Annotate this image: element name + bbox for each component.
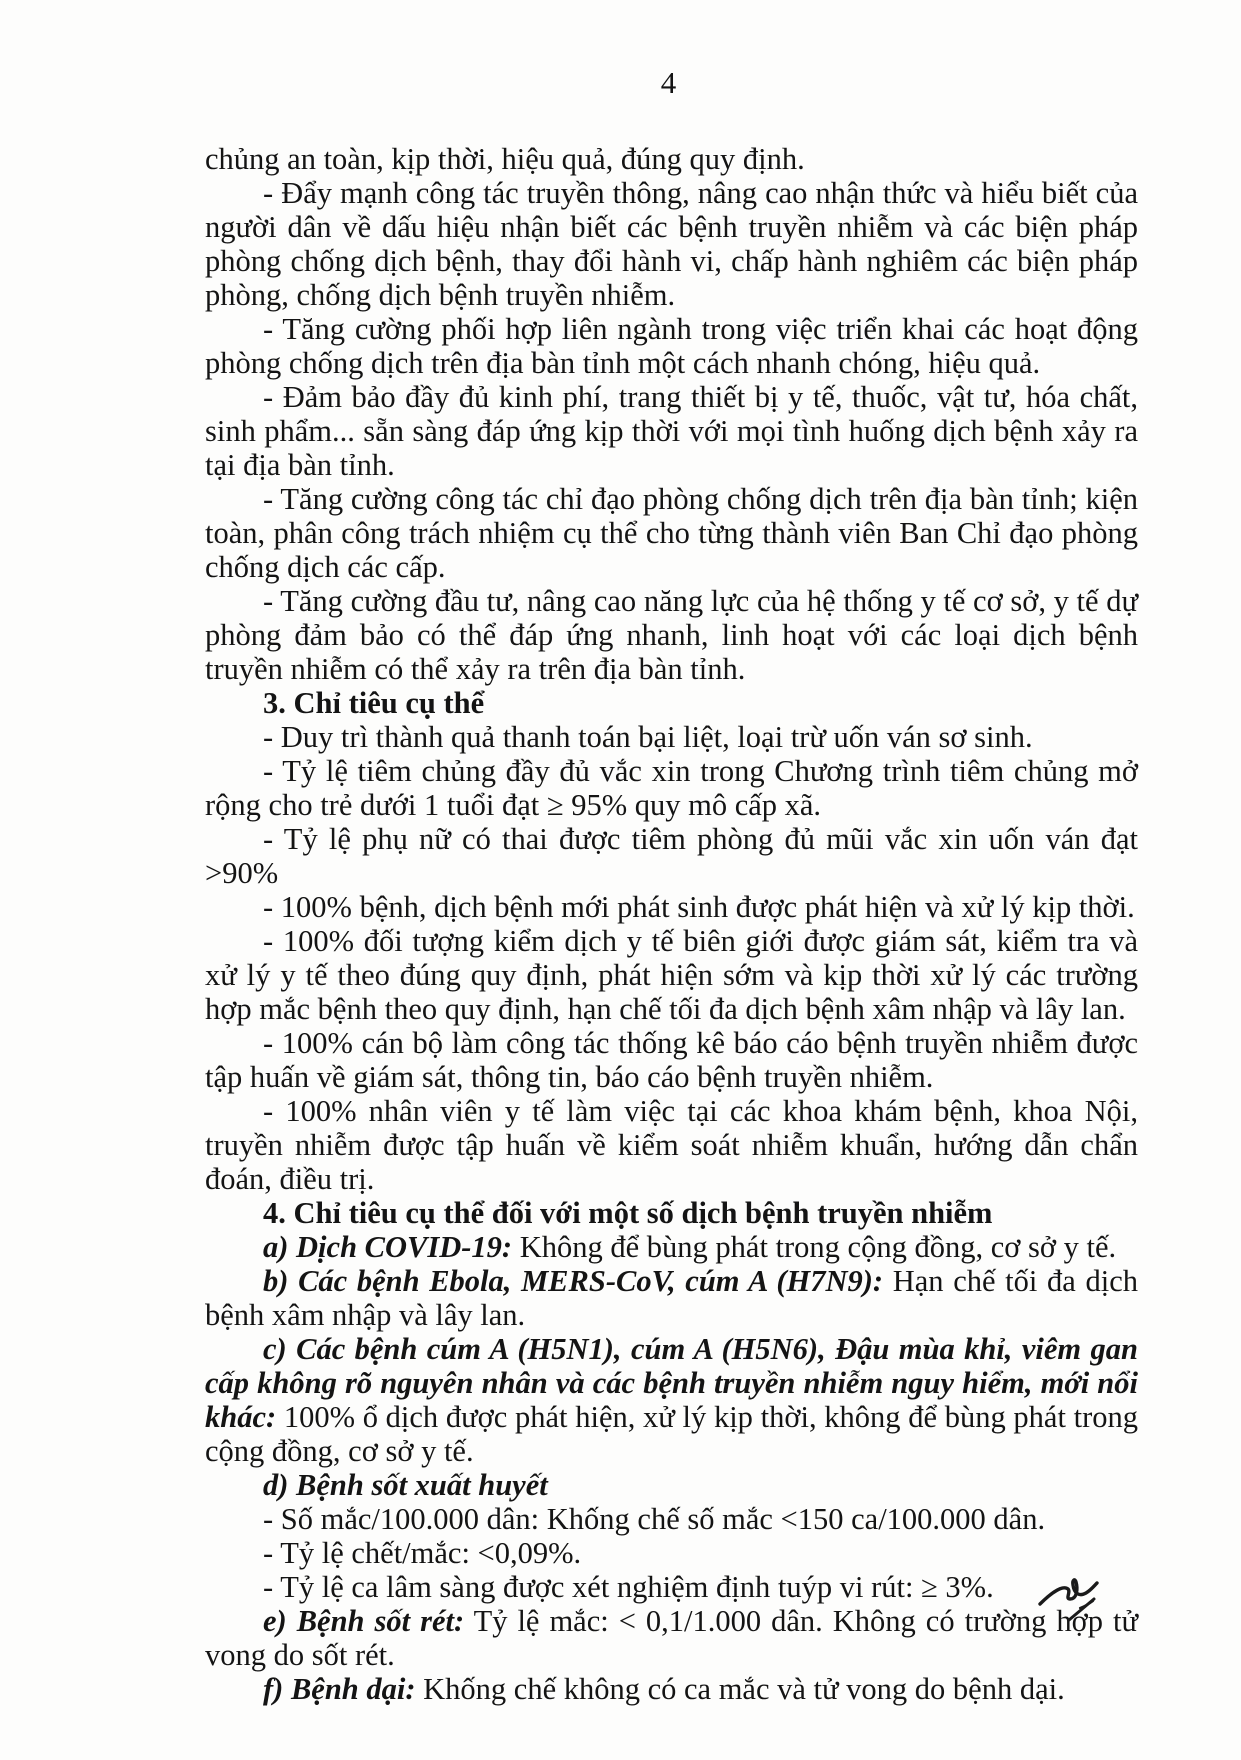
body-paragraph-funding: - Đảm bảo đầy đủ kinh phí, trang thiết bị y tế, thuốc, vật tư, hóa chất, sinh phẩm... sẵn sàng đáp ứng kịp thời với mọi tình huống dịch bệnh xảy ra tại địa bàn tỉnh.	[205, 380, 1138, 482]
item-dengue-heading	[205, 1468, 1138, 1502]
item-ebola-mers-text: Hạn chế tối đa dịch bệnh xâm nhập và lây lan.	[205, 1264, 1138, 1332]
body-paragraph-continuation: chủng an toàn, kịp thời, hiệu quả, đúng quy định.	[205, 142, 805, 176]
item-rabies-label: f) Bệnh dại:	[263, 1672, 416, 1706]
target-medical-staff-training: - 100% nhân viên y tế làm việc tại các khoa khám bệnh, khoa Nội, truyền nhiễm được tập huấn về kiểm soát nhiễm khuẩn, hướng dẫn chẩn đoán, điều trị.	[205, 1094, 1138, 1196]
item-covid19-text: Không để bùng phát trong cộng đồng, cơ sở y tế.	[512, 1230, 1117, 1264]
section-heading-3: 3. Chỉ tiêu cụ thể	[263, 686, 485, 720]
target-polio: - Duy trì thành quả thanh toán bại liệt, loại trừ uốn ván sơ sinh.	[263, 720, 1033, 754]
dengue-incidence: - Số mắc/100.000 dân: Khống chế số mắc <150 ca/100.000 dân.	[263, 1502, 1046, 1536]
target-border-quarantine: - 100% đối tượng kiểm dịch y tế biên giới được giám sát, kiểm tra và xử lý y tế theo đúng quy định, phát hiện sớm và kịp thời xử lý các trường hợp mắc bệnh theo quy định, hạn chế tối đa dịch bệnh xâm nhập và lây lan.	[205, 924, 1138, 1026]
item-malaria-label: e) Bệnh sốt rét:	[263, 1604, 465, 1638]
target-immunization: - Tỷ lệ tiêm chủng đầy đủ vắc xin trong Chương trình tiêm chủng mở rộng cho trẻ dưới 1 tuổi đạt ≥ 95% quy mô cấp xã.	[205, 754, 1138, 822]
item-flu-monkeypox-text: 100% ổ dịch được phát hiện, xử lý kịp thời, không để bùng phát trong cộng đồng, cơ sở y tế.	[205, 1400, 1138, 1468]
item-covid19	[205, 1230, 1138, 1264]
item-covid19-label: a) Dịch COVID-19:	[263, 1230, 513, 1264]
dengue-serotype-testing: - Tỷ lệ ca lâm sàng được xét nghiệm định tuýp vi rút: ≥ 3%.	[263, 1570, 994, 1604]
item-malaria-text: Tỷ lệ mắc: < 0,1/1.000 dân. Không có trường hợp tử vong do sốt rét.	[205, 1604, 1139, 1672]
body-paragraph-steering: - Tăng cường công tác chỉ đạo phòng chống dịch trên địa bàn tỉnh; kiện toàn, phân công trách nhiệm cụ thể cho từng thành viên Ban Chỉ đạo phòng chống dịch các cấp.	[205, 482, 1138, 584]
target-tetanus-pregnant: - Tỷ lệ phụ nữ có thai được tiêm phòng đủ mũi vắc xin uốn ván đạt >90%	[205, 822, 1138, 890]
item-flu-monkeypox	[205, 1332, 1138, 1468]
target-statistics-staff: - 100% cán bộ làm công tác thống kê báo cáo bệnh truyền nhiễm được tập huấn về giám sát, thông tin, báo cáo bệnh truyền nhiễm.	[205, 1026, 1138, 1094]
dengue-fatality: - Tỷ lệ chết/mắc: <0,09%.	[263, 1536, 582, 1570]
item-rabies	[205, 1672, 1138, 1706]
item-flu-monkeypox-label: c) Các bệnh cúm A (H5N1), cúm A (H5N6), Đậu mùa khỉ, viêm gan cấp không rõ nguyên nhân và các bệnh truyền nhiễm nguy hiểm, mới nổi khác:	[205, 1332, 1138, 1434]
body-paragraph-interagency: - Tăng cường phối hợp liên ngành trong việc triển khai các hoạt động phòng chống dịch trên địa bàn tỉnh một cách nhanh chóng, hiệu quả.	[205, 312, 1138, 380]
handwritten-initial-mark	[1036, 1568, 1120, 1628]
item-ebola-mers	[205, 1264, 1138, 1332]
target-new-outbreaks: - 100% bệnh, dịch bệnh mới phát sinh được phát hiện và xử lý kịp thời.	[263, 890, 1135, 924]
item-rabies-text: Khống chế không có ca mắc và tử vong do bệnh dại.	[415, 1672, 1065, 1706]
item-dengue-label: d) Bệnh sốt xuất huyết	[263, 1468, 548, 1502]
body-paragraph-communication: - Đẩy mạnh công tác truyền thông, nâng cao nhận thức và hiểu biết của người dân về dấu hiệu nhận biết các bệnh truyền nhiễm và các biện pháp phòng chống dịch bệnh, thay đổi hành vi, chấp hành nghiêm các biện pháp phòng, chống dịch bệnh truyền nhiễm.	[205, 176, 1138, 312]
item-malaria	[205, 1604, 1138, 1672]
document-body	[205, 142, 1138, 1706]
page-number: 4	[660, 65, 677, 100]
body-paragraph-investment: - Tăng cường đầu tư, nâng cao năng lực của hệ thống y tế cơ sở, y tế dự phòng đảm bảo có thể đáp ứng nhanh, linh hoạt với các loại dịch bệnh truyền nhiễm có thể xảy ra trên địa bàn tỉnh.	[205, 584, 1138, 686]
item-ebola-mers-label: b) Các bệnh Ebola, MERS-CoV, cúm A (H7N9):	[263, 1264, 884, 1298]
section-heading-4: 4. Chỉ tiêu cụ thể đối với một số dịch bệnh truyền nhiễm	[263, 1196, 993, 1230]
